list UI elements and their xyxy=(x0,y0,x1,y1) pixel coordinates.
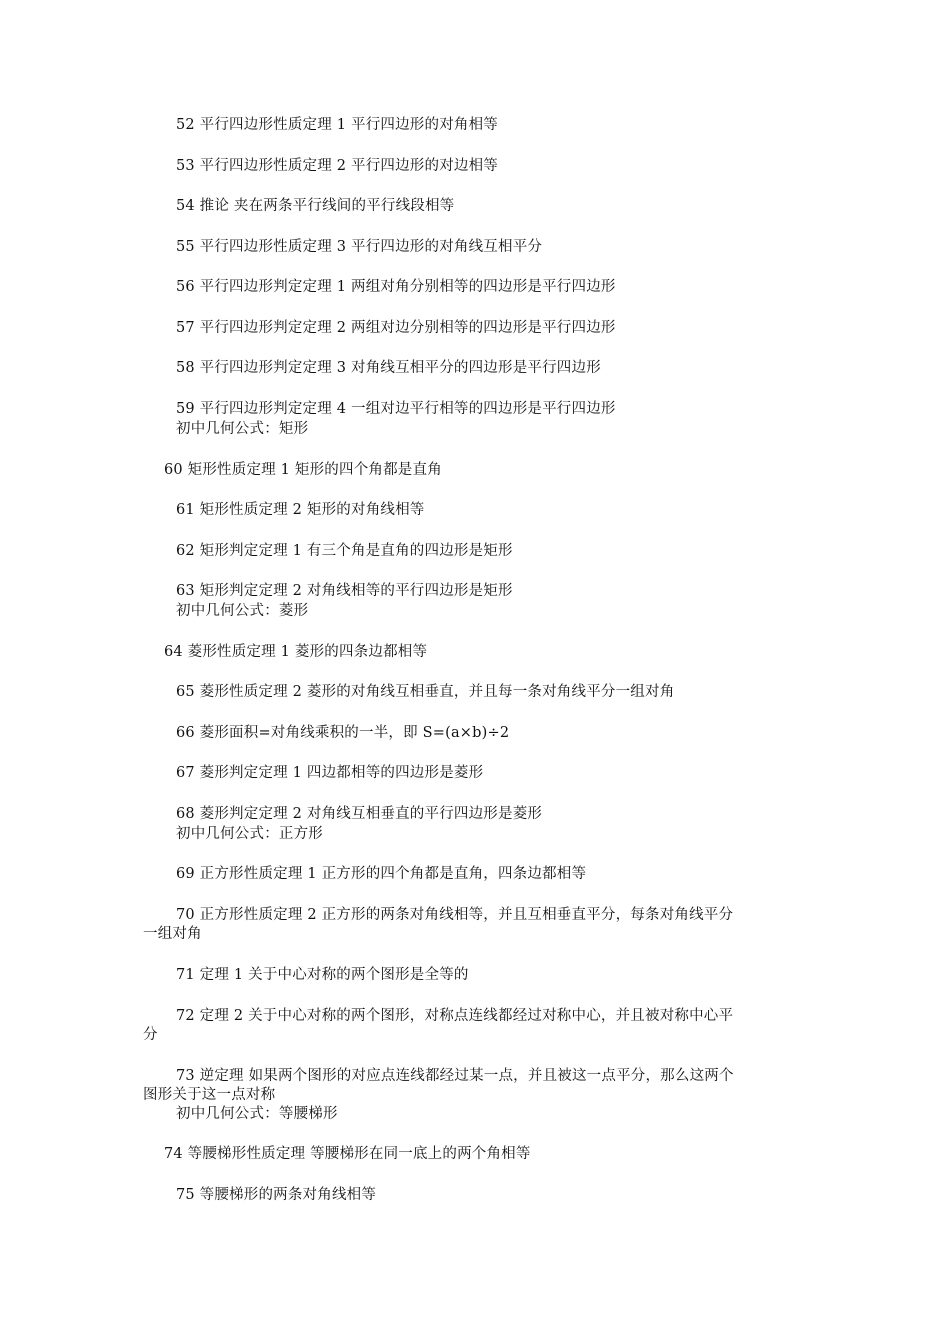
theorem-56: 56 平行四边形判定定理 1 两组对角分别相等的四边形是平行四边形 xyxy=(176,279,616,295)
theorem-64: 64 菱形性质定理 1 菱形的四条边都相等 xyxy=(164,644,428,660)
theorem-69: 69 正方形性质定理 1 正方形的四个角都是直角，四条边都相等 xyxy=(176,866,587,882)
theorem-75: 75 等腰梯形的两条对角线相等 xyxy=(176,1187,377,1203)
section-heading-rectangle: 初中几何公式：矩形 xyxy=(176,421,309,437)
theorem-63: 63 矩形判定定理 2 对角线相等的平行四边形是矩形 xyxy=(176,583,513,599)
theorem-62: 62 矩形判定定理 1 有三个角是直角的四边形是矩形 xyxy=(176,543,513,559)
theorem-73-line2: 图形关于这一点对称 xyxy=(143,1087,276,1103)
theorem-52: 52 平行四边形性质定理 1 平行四边形的对角相等 xyxy=(176,117,499,133)
theorem-71: 71 定理 1 关于中心对称的两个图形是全等的 xyxy=(176,967,469,983)
theorem-61: 61 矩形性质定理 2 矩形的对角线相等 xyxy=(176,502,425,518)
theorem-60: 60 矩形性质定理 1 矩形的四个角都是直角 xyxy=(164,462,442,478)
theorem-70-line1: 70 正方形性质定理 2 正方形的两条对角线相等，并且互相垂直平分，每条对角线平分 xyxy=(176,907,734,923)
theorem-55: 55 平行四边形性质定理 3 平行四边形的对角线互相平分 xyxy=(176,239,543,255)
section-heading-rhombus: 初中几何公式：菱形 xyxy=(176,603,309,619)
theorem-67: 67 菱形判定定理 1 四边都相等的四边形是菱形 xyxy=(176,765,484,781)
theorem-70-line2: 一组对角 xyxy=(143,926,202,942)
formula-66: 66 菱形面积=对角线乘积的一半，即 S=(a×b)÷2 xyxy=(176,725,510,741)
theorem-72-line2: 分 xyxy=(143,1027,158,1043)
theorem-57: 57 平行四边形判定定理 2 两组对边分别相等的四边形是平行四边形 xyxy=(176,320,616,336)
corollary-54: 54 推论 夹在两条平行线间的平行线段相等 xyxy=(176,198,455,214)
theorem-73-line1: 73 逆定理 如果两个图形的对应点连线都经过某一点，并且被这一点平分，那么这两个 xyxy=(176,1068,734,1084)
theorem-65: 65 菱形性质定理 2 菱形的对角线互相垂直，并且每一条对角线平分一组对角 xyxy=(176,684,675,700)
theorem-58: 58 平行四边形判定定理 3 对角线互相平分的四边形是平行四边形 xyxy=(176,360,601,376)
theorem-59: 59 平行四边形判定定理 4 一组对边平行相等的四边形是平行四边形 xyxy=(176,401,616,417)
theorem-74: 74 等腰梯形性质定理 等腰梯形在同一底上的两个角相等 xyxy=(164,1146,531,1162)
theorem-68: 68 菱形判定定理 2 对角线互相垂直的平行四边形是菱形 xyxy=(176,806,543,822)
section-heading-isosceles-trapezoid: 初中几何公式：等腰梯形 xyxy=(176,1106,338,1122)
theorem-72-line1: 72 定理 2 关于中心对称的两个图形，对称点连线都经过对称中心，并且被对称中心平 xyxy=(176,1008,734,1024)
section-heading-square: 初中几何公式：正方形 xyxy=(176,826,323,842)
theorem-53: 53 平行四边形性质定理 2 平行四边形的对边相等 xyxy=(176,158,499,174)
